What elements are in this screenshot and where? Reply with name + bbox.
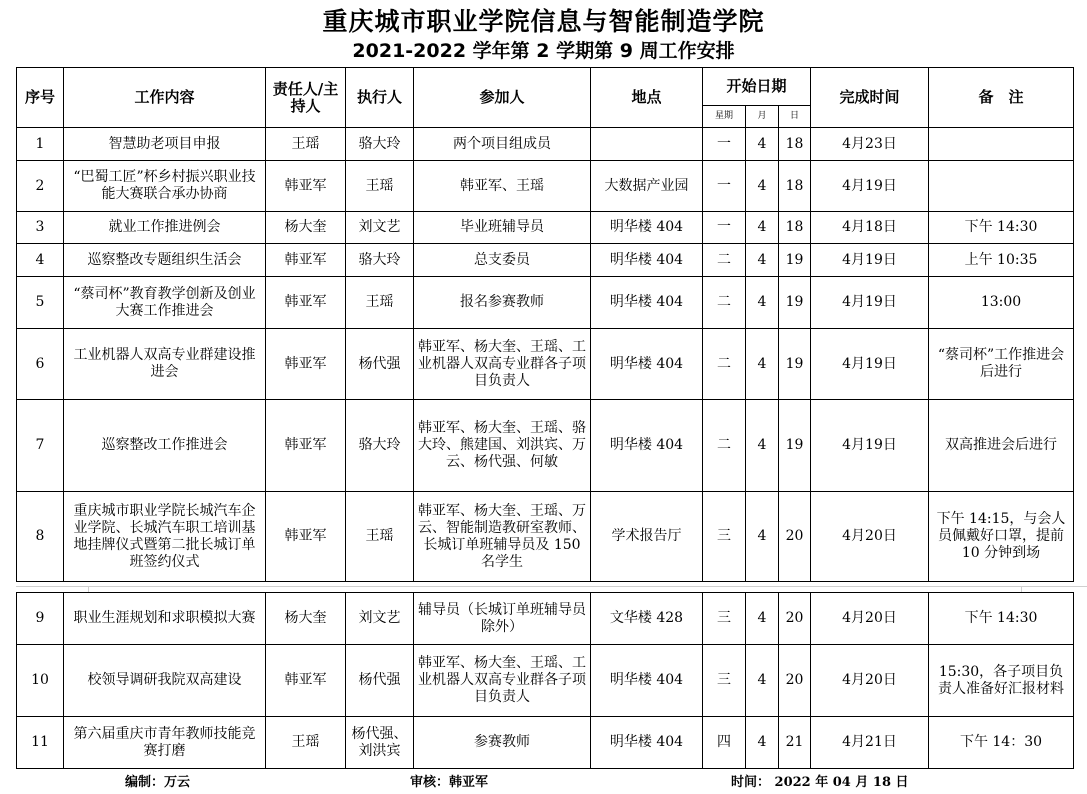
cell-month: 4 <box>746 593 779 645</box>
header-content: 工作内容 <box>64 68 266 128</box>
cell-location: 明华楼 404 <box>591 717 703 769</box>
cell-participants: 韩亚军、王瑶 <box>414 161 591 212</box>
table-row <box>17 492 1074 582</box>
page-break-line <box>16 586 1087 587</box>
cell-finish: 4月19日 <box>811 161 929 212</box>
header-finish: 完成时间 <box>811 68 929 128</box>
table-row <box>17 244 1074 277</box>
cell-finish: 4月20日 <box>811 645 929 717</box>
cell-participants: 韩亚军、杨大奎、王瑶、骆大玲、熊建国、刘洪宾、万云、杨代强、何敏 <box>414 400 591 492</box>
header-day: 日 <box>779 106 811 128</box>
table-row <box>17 212 1074 244</box>
cell-day: 20 <box>779 645 811 717</box>
cell-month: 4 <box>746 161 779 212</box>
cell-weekday: 一 <box>703 161 746 212</box>
cell-day: 19 <box>779 277 811 329</box>
header-start-date: 开始日期 <box>703 68 811 106</box>
cell-weekday: 二 <box>703 329 746 400</box>
cell-no: 4 <box>17 244 64 277</box>
cell-no: 7 <box>17 400 64 492</box>
cell-location: 明华楼 404 <box>591 277 703 329</box>
cell-executor: 王瑶 <box>346 161 414 212</box>
cell-executor: 杨代强 <box>346 645 414 717</box>
cell-weekday: 三 <box>703 492 746 582</box>
cell-content: 智慧助老项目申报 <box>64 128 266 161</box>
cell-leader: 韩亚军 <box>266 645 346 717</box>
cell-month: 4 <box>746 244 779 277</box>
cell-day: 19 <box>779 400 811 492</box>
cell-weekday: 四 <box>703 717 746 769</box>
cell-day: 19 <box>779 244 811 277</box>
schedule-table-page-1 <box>16 67 1074 582</box>
table-row <box>17 277 1074 329</box>
cell-month: 4 <box>746 128 779 161</box>
cell-day: 20 <box>779 593 811 645</box>
cell-day: 18 <box>779 161 811 212</box>
header-remark: 备 注 <box>929 68 1074 128</box>
cell-finish: 4月23日 <box>811 128 929 161</box>
cell-no: 11 <box>17 717 64 769</box>
cell-participants: 韩亚军、杨大奎、王瑶、工业机器人双高专业群各子项目负责人 <box>414 645 591 717</box>
table-row <box>17 593 1074 645</box>
cell-participants: 毕业班辅导员 <box>414 212 591 244</box>
footer-reviewer: 审核：韩亚军 <box>410 775 489 790</box>
cell-finish: 4月19日 <box>811 400 929 492</box>
cell-remark: 下午 14：30 <box>929 717 1074 769</box>
cell-executor: 骆大玲 <box>346 244 414 277</box>
cell-content: 职业生涯规划和求职模拟大赛 <box>64 593 266 645</box>
cell-leader: 韩亚军 <box>266 244 346 277</box>
cell-leader: 王瑶 <box>266 717 346 769</box>
cell-remark: “蔡司杯”工作推进会后进行 <box>929 329 1074 400</box>
cell-location <box>591 128 703 161</box>
cell-finish: 4月20日 <box>811 492 929 582</box>
cell-remark: 下午 14:15，与会人员佩戴好口罩，提前 10 分钟到场 <box>929 492 1074 582</box>
cell-location: 明华楼 404 <box>591 244 703 277</box>
footer-date: 时间： 2022 年 04 月 18 日 <box>731 775 909 790</box>
cell-day: 18 <box>779 128 811 161</box>
cell-month: 4 <box>746 492 779 582</box>
cell-finish: 4月19日 <box>811 244 929 277</box>
table-row <box>17 717 1074 769</box>
cell-month: 4 <box>746 400 779 492</box>
table-row <box>17 645 1074 717</box>
header-executor: 执行人 <box>346 68 414 128</box>
cell-location: 大数据产业园 <box>591 161 703 212</box>
cell-content: 校领导调研我院双高建设 <box>64 645 266 717</box>
cell-location: 学术报告厅 <box>591 492 703 582</box>
document-subtitle: 2021-2022 学年第 2 学期第 9 周工作安排 <box>352 40 735 62</box>
cell-no: 6 <box>17 329 64 400</box>
footer-compiler: 编制：万云 <box>125 775 191 790</box>
cell-executor: 骆大玲 <box>346 128 414 161</box>
cell-remark: 下午 14:30 <box>929 593 1074 645</box>
cell-content: 巡察整改工作推进会 <box>64 400 266 492</box>
cell-remark: 13:00 <box>929 277 1074 329</box>
cell-participants: 总支委员 <box>414 244 591 277</box>
cell-finish: 4月21日 <box>811 717 929 769</box>
cell-content: 第六届重庆市青年教师技能竞赛打磨 <box>64 717 266 769</box>
cell-participants: 韩亚军、杨大奎、王瑶、工业机器人双高专业群各子项目负责人 <box>414 329 591 400</box>
cell-no: 1 <box>17 128 64 161</box>
cell-leader: 王瑶 <box>266 128 346 161</box>
cell-leader: 杨大奎 <box>266 593 346 645</box>
cell-remark: 下午 14:30 <box>929 212 1074 244</box>
cell-finish: 4月19日 <box>811 329 929 400</box>
cell-location: 明华楼 404 <box>591 212 703 244</box>
cell-content: 就业工作推进例会 <box>64 212 266 244</box>
cell-remark: 上午 10:35 <box>929 244 1074 277</box>
cell-weekday: 二 <box>703 277 746 329</box>
cell-weekday: 三 <box>703 645 746 717</box>
table-row <box>17 400 1074 492</box>
cell-no: 10 <box>17 645 64 717</box>
cell-weekday: 一 <box>703 212 746 244</box>
cell-month: 4 <box>746 717 779 769</box>
table-row <box>17 329 1074 400</box>
cell-no: 5 <box>17 277 64 329</box>
cell-weekday: 二 <box>703 400 746 492</box>
cell-executor: 杨代强 <box>346 329 414 400</box>
cell-executor: 刘文艺 <box>346 212 414 244</box>
cell-participants: 报名参赛教师 <box>414 277 591 329</box>
cell-participants: 辅导员（长城订单班辅导员除外） <box>414 593 591 645</box>
cell-no: 8 <box>17 492 64 582</box>
header-weekday: 星期 <box>703 106 746 128</box>
cell-location: 明华楼 404 <box>591 329 703 400</box>
cell-day: 20 <box>779 492 811 582</box>
cell-executor: 刘文艺 <box>346 593 414 645</box>
cell-remark: 双高推进会后进行 <box>929 400 1074 492</box>
cell-month: 4 <box>746 212 779 244</box>
cell-executor: 杨代强、刘洪宾 <box>346 717 414 769</box>
header-no: 序号 <box>17 68 64 128</box>
cell-month: 4 <box>746 329 779 400</box>
cell-participants: 两个项目组成员 <box>414 128 591 161</box>
cell-leader: 韩亚军 <box>266 400 346 492</box>
cell-leader: 杨大奎 <box>266 212 346 244</box>
cell-participants: 参赛教师 <box>414 717 591 769</box>
cell-content: 工业机器人双高专业群建设推进会 <box>64 329 266 400</box>
cell-executor: 王瑶 <box>346 492 414 582</box>
cell-finish: 4月19日 <box>811 277 929 329</box>
cell-leader: 韩亚军 <box>266 161 346 212</box>
cell-day: 21 <box>779 717 811 769</box>
header-location: 地点 <box>591 68 703 128</box>
cell-finish: 4月18日 <box>811 212 929 244</box>
cell-location: 文华楼 428 <box>591 593 703 645</box>
cell-day: 19 <box>779 329 811 400</box>
cell-month: 4 <box>746 277 779 329</box>
cell-location: 明华楼 404 <box>591 645 703 717</box>
cell-executor: 骆大玲 <box>346 400 414 492</box>
cell-executor: 王瑶 <box>346 277 414 329</box>
cell-remark <box>929 128 1074 161</box>
cell-remark <box>929 161 1074 212</box>
header-participants: 参加人 <box>414 68 591 128</box>
cell-location: 明华楼 404 <box>591 400 703 492</box>
cell-weekday: 三 <box>703 593 746 645</box>
cell-content: “蔡司杯”教育教学创新及创业大赛工作推进会 <box>64 277 266 329</box>
cell-participants: 韩亚军、杨大奎、王瑶、万云、智能制造教研室教师、长城订单班辅导员及 150 名学生 <box>414 492 591 582</box>
cell-content: 重庆城市职业学院长城汽车企业学院、长城汽车职工培训基地挂牌仪式暨第二批长城订单班签约仪式 <box>64 492 266 582</box>
cell-leader: 韩亚军 <box>266 492 346 582</box>
cell-day: 18 <box>779 212 811 244</box>
cell-no: 3 <box>17 212 64 244</box>
cell-weekday: 一 <box>703 128 746 161</box>
header-leader: 责任人/主持人 <box>266 68 346 128</box>
cell-content: 巡察整改专题组织生活会 <box>64 244 266 277</box>
cell-month: 4 <box>746 645 779 717</box>
table-row <box>17 128 1074 161</box>
cell-no: 9 <box>17 593 64 645</box>
cell-remark: 15:30，各子项目负责人准备好汇报材料 <box>929 645 1074 717</box>
cell-leader: 韩亚军 <box>266 277 346 329</box>
header-month: 月 <box>746 106 779 128</box>
cell-finish: 4月20日 <box>811 593 929 645</box>
cell-leader: 韩亚军 <box>266 329 346 400</box>
cell-content: “巴蜀工匠”杯乡村振兴职业技能大赛联合承办协商 <box>64 161 266 212</box>
cell-no: 2 <box>17 161 64 212</box>
document-title: 重庆城市职业学院信息与智能制造学院 <box>322 7 765 36</box>
cell-weekday: 二 <box>703 244 746 277</box>
table-row <box>17 161 1074 212</box>
schedule-table-page-2 <box>16 592 1074 769</box>
